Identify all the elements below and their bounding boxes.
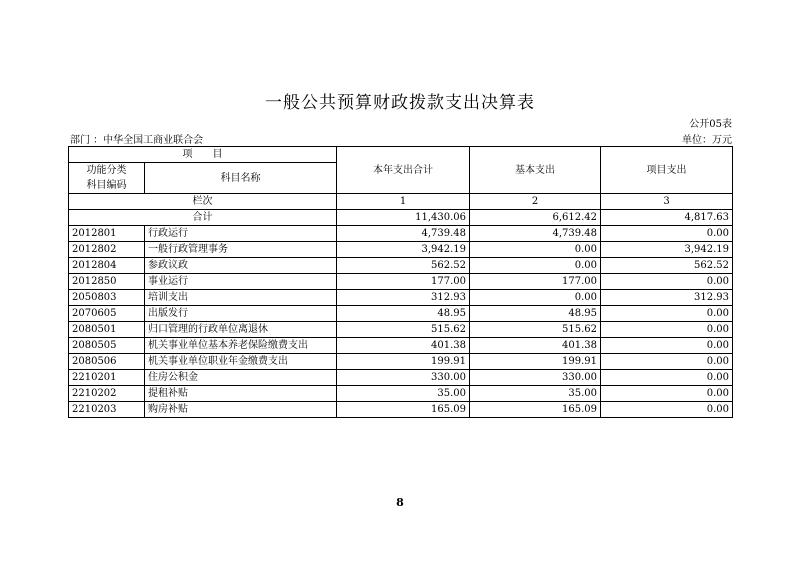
row-basic: 35.00 <box>470 386 601 402</box>
document-title: 一般公共预算财政拨款支出决算表 <box>265 93 535 113</box>
row-basic: 0.00 <box>470 290 601 306</box>
row-total: 48.95 <box>337 306 470 322</box>
table-row <box>69 354 733 370</box>
row-code: 2210202 <box>69 386 145 402</box>
row-subject-name: 参政议政 <box>145 258 337 274</box>
row-basic: 0.00 <box>470 242 601 258</box>
unit-label: 单位：万元 <box>682 135 732 146</box>
row-subject-name: 一般行政管理事务 <box>145 242 337 258</box>
table-row <box>69 386 733 402</box>
row-subject-name: 行政运行 <box>145 226 337 242</box>
totals-label: 合计 <box>69 210 337 226</box>
row-code: 2012802 <box>69 242 145 258</box>
row-code: 2012804 <box>69 258 145 274</box>
expenditure-table <box>68 146 733 418</box>
row-project: 0.00 <box>601 306 733 322</box>
page-number: 8 <box>396 496 404 509</box>
column-index-3: 3 <box>601 194 733 210</box>
header-item: 项 目 <box>69 147 337 163</box>
row-total: 35.00 <box>337 386 470 402</box>
totals-project: 4,817.63 <box>601 210 733 226</box>
table-row <box>69 274 733 290</box>
row-basic: 401.38 <box>470 338 601 354</box>
row-total: 515.62 <box>337 322 470 338</box>
row-total: 3,942.19 <box>337 242 470 258</box>
row-subject-name: 机关事业单位职业年金缴费支出 <box>145 354 337 370</box>
row-basic: 165.09 <box>470 402 601 418</box>
table-row <box>69 290 733 306</box>
table-row <box>69 338 733 354</box>
row-subject-name: 购房补贴 <box>145 402 337 418</box>
row-subject-name: 出版发行 <box>145 306 337 322</box>
row-basic: 515.62 <box>470 322 601 338</box>
row-subject-name: 事业运行 <box>145 274 337 290</box>
header-total: 本年支出合计 <box>337 147 470 194</box>
row-project: 0.00 <box>601 274 733 290</box>
row-project: 0.00 <box>601 354 733 370</box>
column-index-2: 2 <box>470 194 601 210</box>
row-project: 562.52 <box>601 258 733 274</box>
totals-basic: 6,612.42 <box>470 210 601 226</box>
row-basic: 0.00 <box>470 258 601 274</box>
row-total: 312.93 <box>337 290 470 306</box>
row-total: 165.09 <box>337 402 470 418</box>
row-project: 0.00 <box>601 338 733 354</box>
row-total: 4,739.48 <box>337 226 470 242</box>
row-basic: 4,739.48 <box>470 226 601 242</box>
row-code: 2080506 <box>69 354 145 370</box>
column-index-1: 1 <box>337 194 470 210</box>
row-code: 2210203 <box>69 402 145 418</box>
row-subject-name: 培训支出 <box>145 290 337 306</box>
row-code: 2012801 <box>69 226 145 242</box>
table-row <box>69 258 733 274</box>
row-subject-name: 住房公积金 <box>145 370 337 386</box>
header-basic: 基本支出 <box>470 147 601 194</box>
row-code: 2080501 <box>69 322 145 338</box>
table-row <box>69 306 733 322</box>
row-basic: 177.00 <box>470 274 601 290</box>
table-row <box>69 242 733 258</box>
table-row <box>69 322 733 338</box>
department-label: 部门 ：中华全国工商业联合会 <box>70 135 204 146</box>
header-project: 项目支出 <box>601 147 733 194</box>
row-subject-name: 归口管理的行政单位离退休 <box>145 322 337 338</box>
row-code: 2070605 <box>69 306 145 322</box>
row-project: 0.00 <box>601 226 733 242</box>
row-project: 3,942.19 <box>601 242 733 258</box>
row-project: 0.00 <box>601 370 733 386</box>
table-row <box>69 226 733 242</box>
table-row <box>69 402 733 418</box>
totals-total: 11,430.06 <box>337 210 470 226</box>
row-total: 330.00 <box>337 370 470 386</box>
row-project: 0.00 <box>601 402 733 418</box>
row-code: 2050803 <box>69 290 145 306</box>
row-basic: 48.95 <box>470 306 601 322</box>
row-total: 177.00 <box>337 274 470 290</box>
row-code: 2012850 <box>69 274 145 290</box>
row-basic: 199.91 <box>470 354 601 370</box>
row-code: 2080505 <box>69 338 145 354</box>
row-basic: 330.00 <box>470 370 601 386</box>
column-index-label: 栏次 <box>69 194 337 210</box>
row-project: 0.00 <box>601 386 733 402</box>
table-row <box>69 370 733 386</box>
header-subject-name: 科目名称 <box>145 163 337 194</box>
row-code: 2210201 <box>69 370 145 386</box>
form-number: 公开05表 <box>689 119 732 130</box>
row-subject-name: 提租补贴 <box>145 386 337 402</box>
row-total: 199.91 <box>337 354 470 370</box>
header-function-code: 功能分类 科目编码 <box>69 163 145 194</box>
row-subject-name: 机关事业单位基本养老保险缴费支出 <box>145 338 337 354</box>
row-total: 401.38 <box>337 338 470 354</box>
row-project: 312.93 <box>601 290 733 306</box>
row-total: 562.52 <box>337 258 470 274</box>
row-project: 0.00 <box>601 322 733 338</box>
